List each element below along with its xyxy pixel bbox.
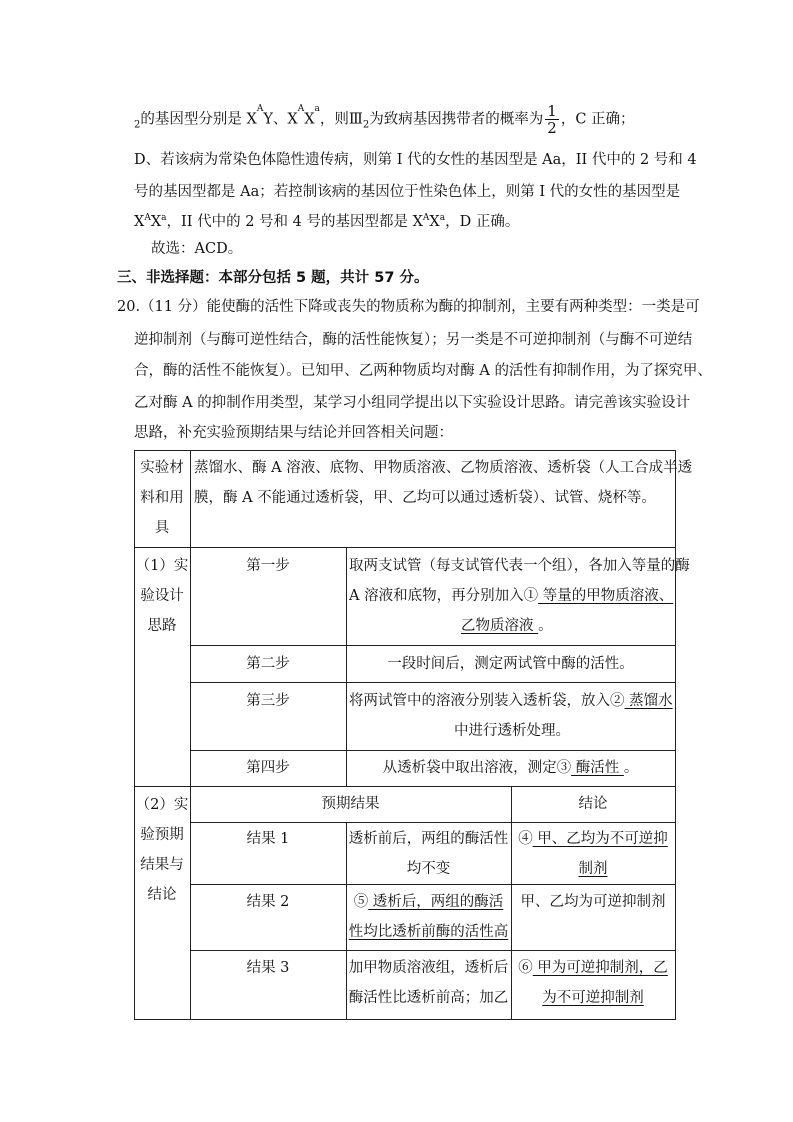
answer-1: 等量的甲物质溶液、 — [538, 588, 674, 604]
prev-answer-line-2: D、若该病为常染色体隐性遗传病，则第 I 代的女性的基因型是 Aa，II 代中的 2 号和 4 — [134, 152, 697, 168]
materials-text: 蒸馏水、酶 A 溶液、底物、甲物质溶液、乙物质溶液、透析袋（人工合成半透 膜，酶 A 不能通过透析袋，甲、乙均可以通过透析袋）、试管、烧杯等。 — [194, 460, 693, 506]
step-3-text: 将两试管中的溶液分别装入透析袋，放入② 蒸馏水 中进行透析处理。 — [349, 693, 673, 739]
prev-answer-conclusion: 故选：ACD。 — [151, 241, 243, 257]
answer-5: ⑤ 透析后，两组的酶活 性均比透析前酶的活性高 — [348, 894, 509, 940]
step-2-text: 一段时间后，测定两试管中酶的活性。 — [387, 656, 634, 672]
step-4-text: 从透析袋中取出溶液，测定③ 酶活性 。 — [382, 760, 639, 776]
question-20-line-1: 20.（11 分）能使酶的活性下降或丧失的物质称为酶的抑制剂，主要有两种类型：一类是可 — [117, 299, 700, 315]
step-4-label: 第四步 — [246, 760, 290, 776]
answer-4: ④ 甲、乙均为不可逆抑 制剂 — [518, 831, 668, 877]
fraction-one-half: $\frac{1}{2}$ — [547, 102, 557, 137]
result-1-label: 结果 1 — [246, 831, 290, 847]
prev-answer-line-4: $X^AX^a$，II 代中的 2 号和 4 号的基因型都是 $X^AX^a$，D 正确。 — [134, 213, 520, 230]
result-3-text: 加甲物质溶液组，透析后 酶活性比透析前高；加乙 — [348, 960, 509, 1006]
result-3-label: 结果 3 — [246, 960, 290, 976]
result-label: （2）实 验预期 结果与 结论 — [135, 797, 189, 903]
design-label: （1）实 验设计 思路 — [135, 558, 189, 634]
question-20-line-4: 乙对酶 A 的抑制作用类型，某学习小组同学提出以下实验设计思路。请完善该实验设计 — [134, 395, 691, 411]
result-2-label: 结果 2 — [246, 894, 290, 910]
result-1-text: 透析前后，两组的酶活性 均不变 — [348, 831, 509, 877]
answer-3: 酶活性 — [571, 760, 624, 776]
step-2-label: 第二步 — [246, 656, 290, 672]
header-conclusion: 结论 — [578, 796, 608, 812]
step-1-label: 第一步 — [246, 558, 290, 574]
step-3-label: 第三步 — [246, 693, 290, 709]
section-heading: 三、非选择题：本部分包括 5 题，共计 57 分。 — [117, 270, 429, 286]
result-2-conclusion: 甲、乙均为可逆抑制剂 — [520, 894, 666, 910]
materials-label: 实验材 料和用 具 — [140, 460, 184, 536]
prev-answer-line-3: 号的基因型都是 Aa；若控制该病的基因位于性染色体上，则第 I 代的女性的基因型是 — [134, 184, 681, 200]
prev-answer-line-1: $_2$的基因型分别是 $X^AY$、$X^AX^a$，则$Ⅲ_2$为致病基因携带者的概率为 $\frac{1}{2}$ ，C 正确； — [134, 102, 635, 137]
step-1-text: 取两支试管（每支试管代表一个组），各加入等量的酶 A 溶液和底物，再分别加入① 等量的甲物质溶液、 乙物质溶液 。 — [349, 558, 690, 634]
question-20-line-3: 合，酶的活性不能恢复）。已知甲、乙两种物质均对酶 A 的活性有抑制作用，为了探究甲、 — [134, 363, 712, 379]
question-20-line-5: 思路，补充实验预期结果与结论并回答相关问题： — [134, 425, 453, 441]
answer-1-cont: 乙物质溶液 — [461, 618, 539, 634]
question-20-line-2: 逆抑制剂（与酶可逆性结合，酶的活性能恢复）；另一类是不可逆抑制剂（与酶不可逆结 — [134, 332, 693, 348]
answer-2: 蒸馏水 — [624, 693, 673, 709]
experiment-table — [134, 450, 693, 1020]
answer-6: ⑥ 甲为可逆抑制剂，乙 为不可逆抑制剂 — [518, 960, 668, 1006]
header-expected-result: 预期结果 — [321, 796, 380, 812]
